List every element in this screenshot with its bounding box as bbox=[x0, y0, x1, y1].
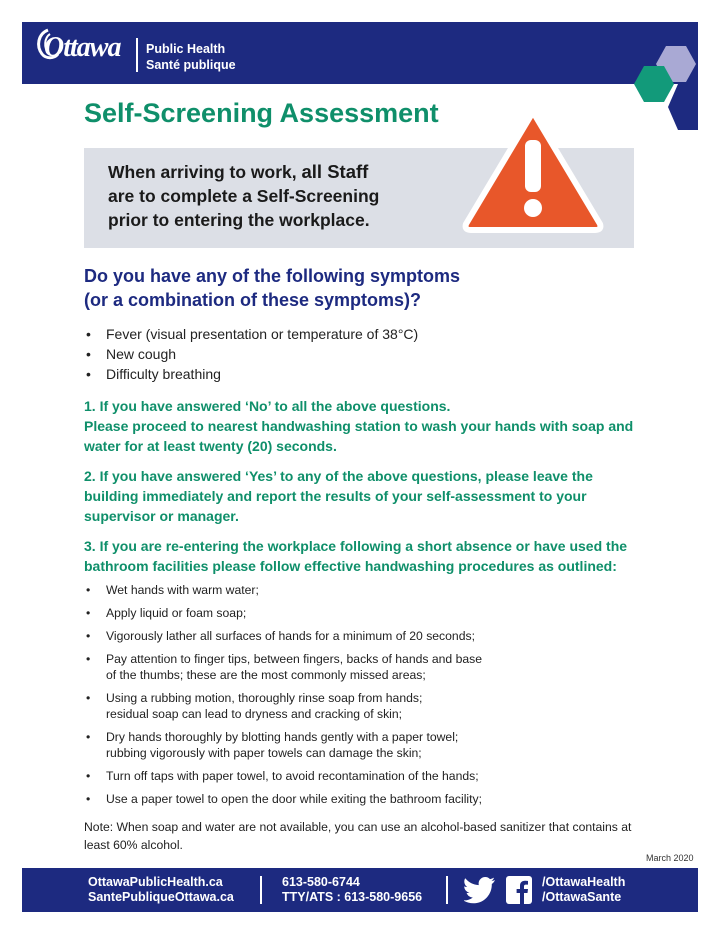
handwashing-steps bbox=[84, 582, 644, 814]
list-item bbox=[84, 791, 644, 807]
instruction-reentry: 3. If you are re-entering the workplace following a short absence or have used the bathroom facilities please follow effective handwashing procedures as outlined: bbox=[84, 538, 628, 574]
list-item bbox=[84, 729, 644, 761]
ottawa-logo bbox=[40, 32, 121, 64]
step-line: Use a paper towel to open the door while exiting the bathroom facility; bbox=[106, 792, 482, 806]
list-item bbox=[84, 582, 644, 598]
list-item bbox=[84, 651, 644, 683]
tty-number: TTY/ATS : 613-580-9656 bbox=[282, 890, 423, 904]
step-line: • Dry hands thoroughly by blotting hands gently with a paper towel; bbox=[106, 730, 459, 744]
list-item bbox=[84, 690, 644, 722]
step-line: • Pay attention to finger tips, between fingers, backs of hands and base bbox=[106, 652, 483, 666]
callout-line2: are to complete a Self-Screening bbox=[108, 186, 380, 206]
sanitizer-note: Note: When soap and water are not available, you can use an alcohol-based sanitizer that contains at least 60% alcohol. bbox=[84, 820, 632, 852]
publication-date: March 2020 bbox=[646, 853, 694, 863]
footer-divider bbox=[260, 876, 262, 904]
page-title: Self-Screening Assessment bbox=[84, 98, 439, 128]
step-line-cont: rubbing vigorously with paper towels can damage the skin; bbox=[106, 746, 422, 760]
header-bar bbox=[22, 22, 698, 84]
list-item: • Fever (visual presentation or temperature of 38°C) bbox=[84, 324, 418, 344]
instruction-yes: 2. If you have answered ‘Yes’ to any of the above questions, please leave the building immediately and report the results of your self-assessment to your supervisor or manager. bbox=[84, 468, 593, 524]
question-line1: Do you have any of the following symptoms bbox=[84, 266, 461, 286]
twitter-icon[interactable] bbox=[464, 876, 496, 904]
step-line: Turn off taps with paper towel, to avoid recontamination of the hands; bbox=[106, 769, 479, 783]
footer-websites bbox=[88, 875, 234, 905]
question-line2: (or a combination of these symptoms)? bbox=[84, 290, 422, 310]
list-item bbox=[84, 605, 644, 621]
social-en-link[interactable]: /OttawaHealth bbox=[542, 875, 626, 889]
list-item: • Difficulty breathing bbox=[84, 364, 418, 384]
callout-line1-pre: When arriving to work, bbox=[108, 162, 302, 182]
instruction-no bbox=[84, 396, 644, 456]
footer-phones bbox=[282, 875, 422, 905]
public-health-en: Public Health bbox=[146, 42, 226, 56]
symptom-list bbox=[84, 324, 418, 384]
phone-number: 613-580-6744 bbox=[282, 875, 360, 889]
facebook-icon[interactable] bbox=[506, 876, 532, 904]
list-item: • New cough bbox=[84, 344, 418, 364]
callout-text bbox=[108, 160, 488, 232]
step-line: Apply liquid or foam soap; bbox=[106, 606, 247, 620]
logo-divider bbox=[136, 38, 138, 72]
website-fr-link[interactable]: SantePubliqueOttawa.ca bbox=[88, 890, 234, 904]
step-line-cont: residual soap can lead to dryness and cracking of skin; bbox=[106, 707, 403, 721]
list-item bbox=[84, 768, 644, 784]
callout-line3: prior to entering the workplace. bbox=[108, 210, 370, 230]
footer-bar bbox=[22, 868, 698, 912]
footer-divider bbox=[446, 876, 448, 904]
step-line: Wet hands with warm water; bbox=[106, 583, 259, 597]
public-health-fr: Santé publique bbox=[146, 58, 236, 72]
warning-icon bbox=[458, 104, 608, 234]
logo-text: Ottawa bbox=[44, 32, 121, 63]
step-line: Vigorously lather all surfaces of hands for a minimum of 20 seconds; bbox=[106, 629, 475, 643]
step-line-cont: of the thumbs; these are the most commonly missed areas; bbox=[106, 668, 426, 682]
instruction-no-rest: Please proceed to nearest handwashing station to wash your hands with soap and water for at least twenty (20) seconds. bbox=[84, 418, 634, 454]
step-line: • Using a rubbing motion, thoroughly rinse soap from hands; bbox=[106, 691, 423, 705]
instruction-no-line1: 1. If you have answered ‘No’ to all the above questions. bbox=[84, 398, 451, 414]
callout-line1-emph: all Staff bbox=[301, 161, 369, 182]
symptom-question bbox=[84, 264, 644, 312]
footer-social bbox=[542, 875, 625, 905]
website-en-link[interactable]: OttawaPublicHealth.ca bbox=[88, 875, 223, 889]
social-fr-link[interactable]: /OttawaSante bbox=[542, 890, 622, 904]
hexagon-decoration-icon bbox=[620, 44, 698, 134]
list-item bbox=[84, 628, 644, 644]
